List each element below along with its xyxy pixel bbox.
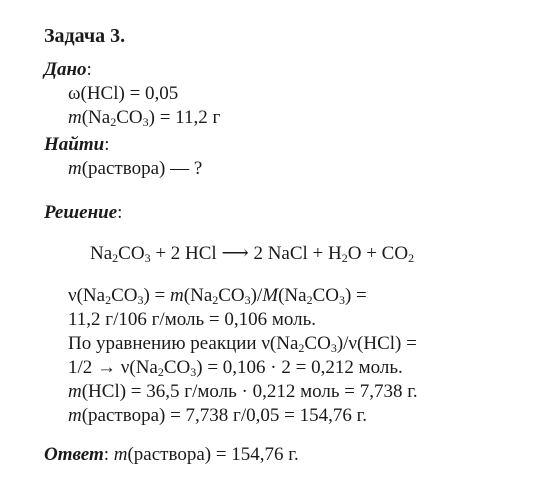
solution-line-1 — [68, 284, 367, 308]
sub: 2 — [105, 293, 112, 307]
solution-line-6 — [68, 404, 367, 428]
text: ) = 0,106 · 2 = 0,212 моль. — [196, 357, 403, 378]
eq-sub: 2 — [408, 251, 415, 265]
answer-text: (раствора) = 154,76 г. — [127, 444, 299, 465]
eq-sub: 3 — [144, 251, 151, 265]
find-heading: Найти — [44, 134, 105, 155]
sub: 2 — [306, 293, 313, 307]
mass-sub-1: 2 — [110, 115, 117, 129]
problem-title: Задача 3. — [44, 25, 126, 47]
text: CO — [163, 357, 191, 378]
given-mass — [68, 106, 220, 130]
mass-symbol: m — [68, 405, 82, 426]
sub: 3 — [137, 293, 144, 307]
solution-line-2: 11,2 г/106 г/моль = 0,106 моль. — [68, 309, 316, 330]
eq-na: Na — [90, 243, 113, 264]
given-section — [44, 58, 92, 82]
given-heading: Дано — [44, 59, 87, 80]
answer-colon: : — [103, 444, 109, 465]
mass-symbol: m — [68, 381, 82, 402]
text: ν(Na — [68, 285, 106, 306]
text: (Na — [183, 285, 213, 306]
find-mass-symbol: m — [68, 158, 82, 179]
find-section — [44, 133, 109, 157]
sub: 2 — [212, 293, 219, 307]
sub: 3 — [338, 293, 345, 307]
eq-sub: 2 — [341, 251, 348, 265]
mass-part-a: (Na — [81, 107, 111, 128]
sub: 3 — [190, 365, 197, 379]
solution-section — [44, 201, 122, 225]
solution-line-4 — [68, 356, 403, 380]
find-target — [68, 157, 202, 181]
sub: 2 — [157, 365, 164, 379]
given-colon: : — [86, 59, 92, 80]
text: (Na — [278, 285, 307, 306]
eq-part: O + CO — [347, 243, 409, 264]
text: CO — [304, 333, 331, 354]
text: (HCl) = 36,5 г/моль · 0,212 моль = 7,738 г. — [81, 381, 418, 402]
text: CO — [312, 285, 339, 306]
sub: 3 — [330, 341, 337, 355]
text: )/ — [250, 285, 263, 306]
eq-part: + 2 HCl ⟶ 2 NaCl + H — [150, 243, 342, 264]
text: ) = — [344, 285, 367, 306]
text: ) = — [143, 285, 171, 306]
mass-part-b: CO — [116, 107, 143, 128]
solution-colon: : — [117, 202, 123, 223]
answer-mass-symbol: m — [113, 444, 128, 465]
sub: 2 — [298, 341, 305, 355]
reaction-equation — [90, 242, 414, 266]
molar-mass-symbol: M — [262, 285, 279, 306]
solution-heading: Решение — [44, 202, 118, 223]
mass-sub-2: 3 — [142, 115, 149, 129]
answer-heading: Ответ — [44, 444, 104, 465]
eq-co: CO — [118, 243, 145, 264]
find-text: (раствора) — ? — [81, 158, 203, 179]
answer-line — [44, 443, 299, 467]
text: (раствора) = 7,738 г/0,05 = 154,76 г. — [81, 405, 367, 426]
eq-sub: 2 — [112, 251, 119, 265]
text: 1/2 → ν(Na — [68, 357, 158, 378]
mass-part-c: ) = 11,2 г — [148, 107, 221, 128]
text: По уравнению реакции ν(Na — [68, 333, 299, 354]
sub: 3 — [244, 293, 251, 307]
solution-line-3 — [68, 332, 417, 356]
find-colon: : — [104, 134, 110, 155]
mass-symbol: m — [170, 285, 184, 306]
given-omega: ω(HCl) = 0,05 — [68, 83, 179, 104]
text: CO — [218, 285, 245, 306]
mass-symbol: m — [68, 107, 82, 128]
text: )/ν(HCl) = — [336, 333, 417, 354]
solution-line-5 — [68, 380, 418, 404]
text: CO — [111, 285, 138, 306]
